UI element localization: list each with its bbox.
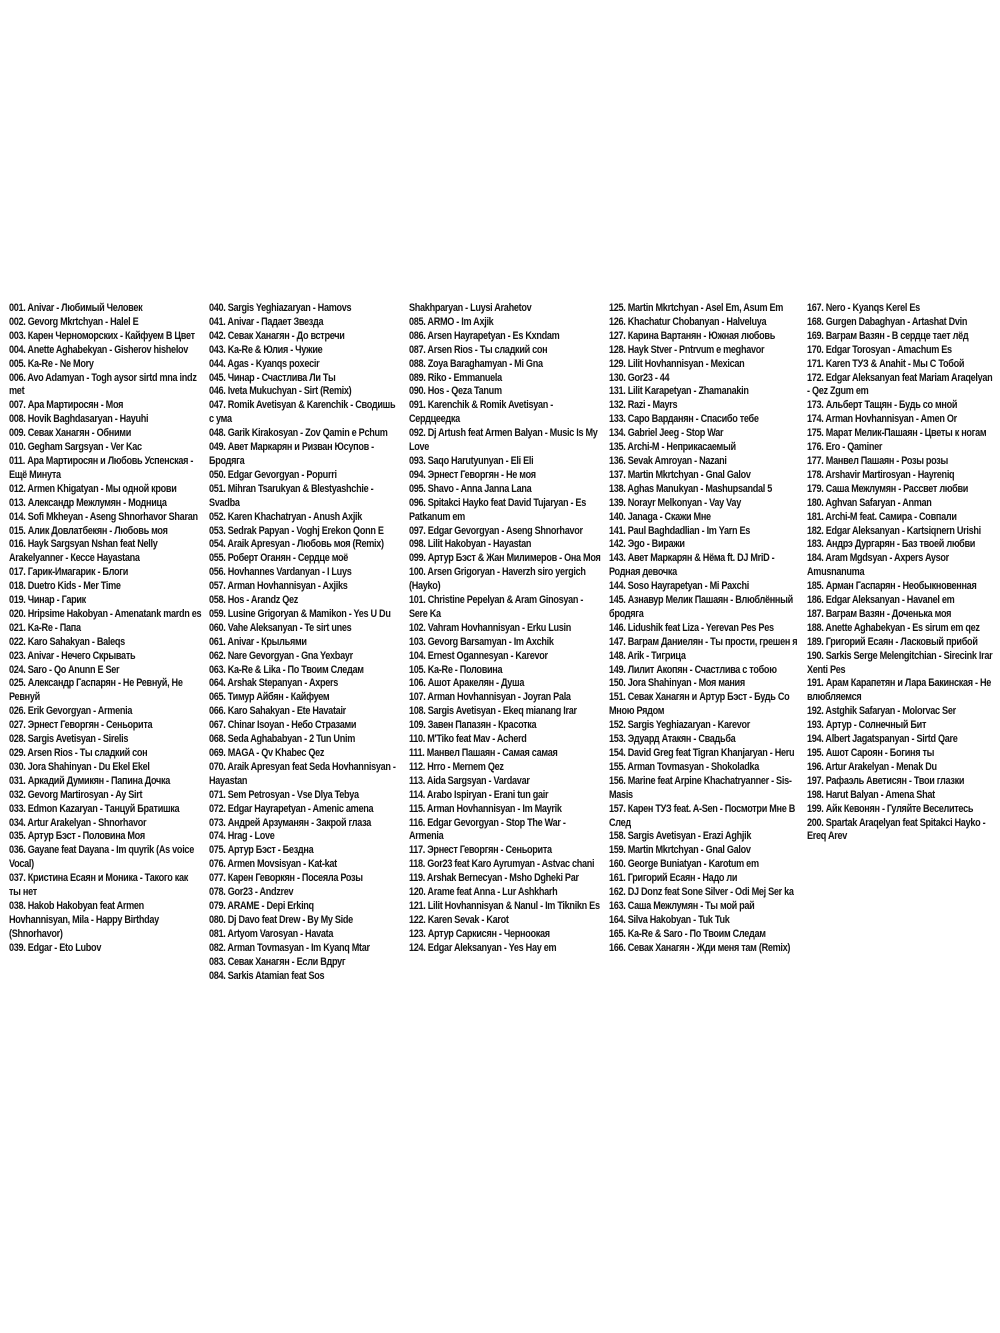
track-entry: 036. Gayane feat Dayana - Im quyrik (As voice Vocal) (9, 844, 194, 871)
track-entry: 105. Ka-Re - Половина (409, 663, 503, 676)
track-entry: 032. Gevorg Martirosyan - Ay Sirt (9, 788, 143, 801)
track-entry: 078. Gor23 - Andzrev (209, 886, 294, 899)
track-entry: 015. Алик Довлатбекян - Любовь моя (9, 524, 168, 537)
track-entry: 013. Александр Межлумян - Модница (9, 496, 167, 509)
track-entry: 191. Арам Карапетян и Лара Бакинская - Не влюбляемся (807, 677, 992, 704)
track-entry: 044. Agas - Kyanqs poxecir (209, 357, 320, 370)
track-entry: 114. Arabo Ispiryan - Erani tun gair (409, 788, 549, 801)
track-entry: 155. Arman Tovmasyan - Shokoladka (609, 760, 760, 773)
track-entry: 158. Sargis Avetisyan - Erazi Aghjik (609, 830, 752, 843)
track-entry: 016. Hayk Sargsyan Nshan feat Nelly Arakelyanner - Кессе Hayastana (9, 538, 158, 565)
track-entry: 171. Karen ТУЗ & Anahit - Мы С Тобой (807, 357, 965, 370)
track-entry: 190. Sarkis Serge Melengitchian - Sirecink Irar Xenti Pes (807, 649, 993, 676)
track-entry: 139. Norayr Melkonyan - Vay Vay (609, 496, 741, 509)
track-entry: 103. Gevorg Barsamyan - Im Axchik (409, 635, 554, 648)
track-entry: 053. Sedrak Papyan - Voghj Erekon Qonn E (209, 524, 384, 537)
track-entry: 043. Ka-Re & Юлия - Чужие (209, 343, 323, 356)
track-entry: 028. Sargis Avetisyan - Sirelis (9, 733, 129, 746)
track-entry: 136. Sevak Amroyan - Nazani (609, 454, 727, 467)
track-entry: 140. Janaga - Скажи Мне (609, 510, 711, 523)
track-entry: 029. Arsen Rios - Ты сладкий сон (9, 747, 148, 759)
track-entry: 093. Saqo Harutyunyan - Eli Eli (409, 454, 534, 467)
track-entry: 068. Seda Aghababyan - 2 Tun Unim (209, 733, 355, 746)
track-column-1 (9, 302, 201, 956)
track-entry: 086. Arsen Hayrapetyan - Es Kxndam (409, 329, 560, 342)
track-entry: 098. Lilit Hakobyan - Hayastan (409, 538, 532, 551)
track-entry: 152. Sargis Yeghiazaryan - Karevor (609, 719, 751, 732)
track-entry: 184. Aram Mgdsyan - Axpers Aysor Amusnanuma (807, 552, 949, 579)
track-entry: 003. Карен Черноморских - Кайфуем В Цвет (9, 329, 195, 342)
track-entry: 165. Ka-Re & Saro - По Твоим Следам (609, 927, 766, 940)
track-entry: 179. Саша Межлумян - Рассвет любви (807, 482, 969, 495)
track-entry: 104. Ernest Ogannesyan - Karevor (409, 649, 548, 662)
track-entry: 080. Dj Davo feat Drew - By My Side (209, 913, 353, 926)
track-entry: 128. Hayk Stver - Pntrvum e meghavor (609, 343, 765, 356)
track-entry: 085. ARMO - Im Axjik (409, 315, 494, 328)
track-entry: 041. Anivar - Падает Звезда (209, 315, 324, 328)
track-entry: 111. Манвел Пашаян - Самая самая (409, 747, 558, 759)
track-entry: 083. Севак Ханагян - Если Вдруг (209, 955, 346, 968)
track-entry: 197. Рафаэль Аветисян - Твои глазки (807, 774, 965, 787)
track-entry: 005. Ka-Re - Ne Mory (9, 357, 94, 370)
track-entry: 185. Арман Гаспарян - Необыкновенная (807, 580, 977, 593)
track-entry: 090. Hos - Qeza Tanum (409, 385, 502, 398)
track-column-2 (209, 302, 401, 983)
track-entry: 060. Vahe Aleksanyan - Te sirt unes (209, 621, 352, 634)
track-entry: 056. Hovhannes Vardanyan - I Luys (209, 566, 352, 579)
track-entry: 175. Марат Мелик-Пашаян - Цветы к ногам (807, 427, 987, 440)
track-entry: 117. Эрнест Геворгян - Сеньорита (409, 844, 552, 857)
track-entry: 010. Gegham Sargsyan - Ver Kac (9, 441, 142, 454)
track-entry: 160. George Buniatyan - Karotum em (609, 858, 759, 871)
track-entry: 077. Карен Геворкян - Посеяла Розы (209, 872, 363, 885)
track-entry: 091. Karenchik & Romik Avetisyan - Сердцеедка (409, 399, 554, 426)
track-entry: 200. Spartak Araqelyan feat Spitakci Hayko - Ereq Arev (807, 816, 986, 843)
track-entry: 019. Чинар - Гарик (9, 594, 86, 607)
track-entry: 038. Hakob Hakobyan feat Armen Hovhannisyan, Mila - Happy Birthday (Shnorhavor) (9, 899, 159, 940)
track-entry: 119. Arshak Bernecyan - Msho Dgheki Par (409, 872, 579, 885)
track-entry: 163. Саша Межлумян - Ты мой рай (609, 899, 755, 912)
track-entry: 193. Артур - Солнечный Бит (807, 719, 927, 732)
track-entry: 040. Sargis Yeghiazaryan - Hamovs (209, 302, 352, 314)
track-entry: 011. Ара Мартиросян и Любовь Успенская - Ещё Минута (9, 454, 194, 481)
track-entry: 034. Artur Arakelyan - Shnorhavor (9, 816, 147, 829)
track-entry: 006. Avo Adamyan - Togh aysor sirtd mna indz met (9, 371, 197, 398)
track-entry: 121. Lilit Hovhannisyan & Nanul - Im Tiknikn Es (409, 899, 600, 912)
track-entry: 151. Севак Ханагян и Артур Бэст - Будь Со Мною Рядом (609, 691, 790, 718)
track-entry: 135. Archi-M - Неприкасаемый (609, 441, 736, 454)
track-entry: 069. MAGA - Qv Khabec Qez (209, 747, 325, 759)
track-entry: 023. Anivar - Нечего Скрывать (9, 649, 136, 662)
track-entry: 125. Martin Mkrtchyan - Asel Em, Asum Em (609, 302, 784, 314)
track-entry: 030. Jora Shahinyan - Du Ekel Ekel (9, 760, 150, 773)
track-entry: 195. Ашот Сароян - Богиня ты (807, 747, 935, 759)
track-entry: 100. Arsen Grigoryan - Haverzh siro yergich (Hayko) (409, 566, 586, 593)
track-entry: 084. Sarkis Atamian feat Sos (209, 969, 325, 982)
track-entry: 025. Александр Гаспарян - Не Ревнуй, Не Ревнуй (9, 677, 183, 704)
track-entry: 108. Sargis Avetisyan - Ekeq mianang Irar (409, 705, 577, 718)
track-entry: 107. Arman Hovhannisyan - Joyran Pala (409, 691, 571, 704)
track-entry: 118. Gor23 feat Karo Ayrumyan - Astvac chani (409, 858, 595, 871)
track-entry: 024. Saro - Qo Anunn E Ser (9, 663, 120, 676)
track-entry: 088. Zoya Baraghamyan - Mi Gna (409, 357, 543, 370)
track-column-3 (409, 302, 601, 956)
track-entry: 181. Archi-M feat. Самира - Совпали (807, 510, 957, 523)
track-entry: 047. Romik Avetisyan & Karenchik - Сводишь с ума (209, 399, 396, 426)
track-entry: 063. Ka-Re & Lika - По Твоим Следам (209, 663, 364, 676)
track-entry: 166. Севак Ханагян - Жди меня там (Remix) (609, 941, 791, 954)
track-entry: 095. Shavo - Anna Janna Lana (409, 482, 532, 495)
track-entry: 092. Dj Artush feat Armen Balyan - Music Is My Love (409, 427, 598, 454)
track-entry: 026. Erik Gevorgyan - Armenia (9, 705, 133, 718)
track-entry: 089. Riko - Emmanuela (409, 371, 502, 384)
track-entry: 017. Гарик-Имагарик - Блоги (9, 566, 129, 579)
track-entry: 132. Razi - Mayrs (609, 399, 678, 412)
track-entry: 116. Edgar Gevorgyan - Stop The War - Armenia (409, 816, 566, 843)
track-entry: 138. Aghas Manukyan - Mashupsandal 5 (609, 482, 772, 495)
track-entry: 147. Ваграм Даниелян - Ты прости, грешен я (609, 635, 798, 648)
track-entry: 073. Андрей Арзуманян - Закрой глаза (209, 816, 372, 829)
track-entry: 082. Arman Tovmasyan - Im Kyanq Mtar (209, 941, 370, 954)
track-entry: 133. Саро Варданян - Спасибо тебе (609, 413, 759, 426)
track-entry: 064. Arshak Stepanyan - Axpers (209, 677, 339, 690)
track-entry: 037. Кристина Есаян и Моника - Такого как ты нет (9, 872, 189, 899)
track-entry: 142. Эgo - Виражи (609, 538, 685, 551)
track-entry: 144. Soso Hayrapetyan - Mi Paxchi (609, 580, 749, 593)
track-entry: 130. Gor23 - 44 (609, 371, 670, 384)
track-entry: 173. Альберт Тащян - Будь со мной (807, 399, 958, 412)
track-entry: 094. Эрнест Геворгян - Не моя (409, 468, 536, 481)
track-entry: 174. Arman Hovhannisyan - Amen Or (807, 413, 957, 426)
track-entry: 124. Edgar Aleksanyan - Yes Hay em (409, 941, 557, 954)
track-entry: 075. Артур Бэст - Бездна (209, 844, 314, 857)
track-entry: 102. Vahram Hovhannisyan - Erku Lusin (409, 621, 572, 634)
track-entry: 049. Авет Маркарян и Ризван Юсупов - Бродяга (209, 441, 374, 467)
track-entry: 169. Ваграм Вазян - В сердце тает лёд (807, 329, 969, 342)
track-entry: 177. Манвел Пашаян - Розы розы (807, 454, 949, 467)
track-entry: 014. Sofi Mkheyan - Aseng Shnorhavor Sharan (9, 510, 198, 523)
track-entry: 076. Armen Movsisyan - Kat-kat (209, 858, 337, 871)
track-entry: 057. Arman Hovhannisyan - Axjiks (209, 580, 348, 593)
track-entry: 059. Lusine Grigoryan & Mamikon - Yes U Du (209, 607, 391, 620)
track-entry: 087. Arsen Rios - Ты сладкий сон (409, 343, 548, 356)
track-entry: 129. Lilit Hovhannisyan - Mexican (609, 357, 745, 370)
track-entry: 170. Edgar Torosyan - Amachum Es (807, 343, 952, 356)
track-entry: 070. Araik Apresyan feat Seda Hovhannisyan - Hayastan (209, 760, 396, 787)
track-entry: 131. Lilit Karapetyan - Zhamanakin (609, 385, 749, 398)
track-entry: 046. Iveta Mukuchyan - Sirt (Remix) (209, 385, 352, 398)
track-entry: 153. Эдуард Атакян - Свадьба (609, 733, 736, 746)
track-entry: 099. Артур Бэст & Жан Милимеров - Она Моя (409, 552, 601, 565)
track-entry: 020. Hripsime Hakobyan - Amenatank mardn es (9, 607, 202, 620)
track-entry: 096. Spitakci Hayko feat David Tujaryan - Es Patkanum em (409, 496, 586, 523)
track-entry: 071. Sem Petrosyan - Vse Dlya Tebya (209, 788, 359, 801)
track-entry: 141. Paul Baghdadlian - Im Yarn Es (609, 524, 750, 537)
track-entry: 042. Севак Ханагян - До встречи (209, 329, 345, 342)
track-entry: 146. Lidushik feat Liza - Yerevan Pes Pes (609, 621, 774, 634)
track-entry: 012. Armen Khigatyan - Мы одной крови (9, 482, 177, 495)
track-entry: 065. Тимур Айбян - Кайфуем (209, 691, 330, 704)
track-entry: 187. Ваграм Вазян - Доченька моя (807, 607, 952, 620)
track-entry: 054. Araik Apresyan - Любовь моя (Remix) (209, 538, 384, 551)
track-column-5 (807, 302, 995, 844)
track-entry: 176. Ero - Qaminer (807, 441, 883, 454)
track-entry: 007. Ара Мартиросян - Моя (9, 399, 124, 412)
track-entry: 055. Роберт Оганян - Сердце моё (209, 552, 349, 565)
track-entry: 101. Christine Pepelyan & Aram Ginosyan - Sere Ka (409, 594, 584, 620)
track-column-4 (609, 302, 801, 956)
track-entry: 123. Артур Саркисян - Черноокая (409, 927, 550, 940)
track-entry: 081. Artyom Varosyan - Havata (209, 927, 334, 940)
track-entry: 161. Григорий Есаян - Надо ли (609, 872, 738, 885)
track-entry: 167. Nero - Kyanqs Kerel Es (807, 302, 920, 314)
track-entry: Shakhparyan - Luysi Arahetov (409, 302, 532, 314)
track-entry: 188. Anette Aghabekyan - Es sirum em qez (807, 621, 980, 634)
track-entry: 183. Андрэ Дургарян - Баз твоей любви (807, 538, 976, 551)
track-entry: 159. Martin Mkrtchyan - Gnal Galov (609, 844, 751, 857)
track-entry: 149. Лилит Акопян - Счастлива с тобою (609, 663, 777, 676)
track-entry: 157. Карен ТУЗ feat. A-Sen - Посмотри Мне В След (609, 802, 795, 829)
track-entry: 192. Astghik Safaryan - Molorvac Ser (807, 705, 956, 718)
track-entry: 050. Edgar Gevorgyan - Popurri (209, 468, 337, 481)
track-entry: 061. Anivar - Крыльями (209, 635, 307, 648)
track-entry: 196. Artur Arakelyan - Menak Du (807, 760, 937, 773)
track-entry: 074. Hrag - Love (209, 830, 275, 843)
track-entry: 168. Gurgen Dabaghyan - Artashat Dvin (807, 315, 968, 328)
track-entry: 001. Anivar - Любимый Человек (9, 302, 143, 314)
track-entry: 045. Чинар - Счастлива Ли Ты (209, 371, 336, 384)
track-entry: 194. Albert Jagatspanyan - Sirtd Qare (807, 733, 958, 746)
track-entry: 113. Aida Sargsyan - Vardavar (409, 774, 530, 787)
track-entry: 110. M'Tiko feat Mav - Acherd (409, 733, 527, 746)
track-entry: 027. Эрнест Геворгян - Сеньорита (9, 719, 153, 732)
track-entry: 008. Hovik Baghdasaryan - Hayuhi (9, 413, 149, 426)
track-entry: 021. Ka-Re - Папа (9, 621, 81, 634)
track-entry: 066. Karo Sahakyan - Ete Havatair (209, 705, 346, 718)
track-entry: 137. Martin Mkrtchyan - Gnal Galov (609, 468, 751, 481)
track-entry: 004. Anette Aghabekyan - Gisherov hishelov (9, 343, 189, 356)
track-entry: 035. Артур Бэст - Половина Моя (9, 830, 145, 843)
track-entry: 120. Arame feat Anna - Lur Ashkharh (409, 886, 558, 899)
track-entry: 182. Edgar Aleksanyan - Kartsiqnern Urishi (807, 524, 981, 537)
track-entry: 186. Edgar Aleksanyan - Havanel em (807, 594, 955, 607)
track-entry: 052. Karen Khachatryan - Anush Axjik (209, 510, 363, 523)
track-entry: 058. Hos - Arandz Qez (209, 594, 299, 607)
track-entry: 162. DJ Donz feat Sone Silver - Odi Mej Ser ka (609, 886, 794, 899)
track-list (9, 302, 995, 1062)
track-entry: 072. Edgar Hayrapetyan - Amenic amena (209, 802, 374, 815)
track-entry: 112. Hrro - Mernem Qez (409, 760, 504, 773)
track-entry: 009. Севак Ханагян - Обними (9, 427, 132, 440)
track-entry: 002. Gevorg Mkrtchyan - Halel E (9, 315, 139, 328)
track-entry: 033. Edmon Kazaryan - Танцуй Братишка (9, 802, 180, 815)
track-entry: 051. Mihran Tsarukyan & Blestyashchie - Svadba (209, 482, 374, 509)
track-entry: 031. Аркадий Думикян - Папина Дочка (9, 774, 171, 787)
track-entry: 145. Азнавур Мелик Пашаян - Влюблённый бродяга (609, 594, 793, 620)
track-entry: 022. Karo Sahakyan - Baleqs (9, 635, 125, 648)
track-entry: 018. Duetro Kids - Mer Time (9, 580, 121, 593)
track-entry: 048. Garik Kirakosyan - Zov Qamin e Pchum (209, 427, 388, 440)
track-entry: 134. Gabriel Jeeg - Stop War (609, 427, 724, 440)
track-entry: 148. Arik - Тигрица (609, 649, 686, 662)
track-entry: 154. David Greg feat Tigran Khanjaryan - Heru (609, 747, 795, 759)
track-entry: 097. Edgar Gevorgyan - Aseng Shnorhavor (409, 524, 583, 537)
track-entry: 039. Edgar - Eto Lubov (9, 941, 102, 954)
track-entry: 180. Aghvan Safaryan - Anman (807, 496, 932, 509)
track-entry: 127. Карина Вартанян - Южная любовь (609, 329, 776, 342)
track-entry: 189. Григорий Есаян - Ласковый прибой (807, 635, 978, 648)
track-entry: 172. Edgar Aleksanyan feat Mariam Araqelyan - Qez Zgum em (807, 371, 993, 398)
track-entry: 126. Khachatur Chobanyan - Halveluya (609, 315, 767, 328)
track-entry: 150. Jora Shahinyan - Моя мания (609, 677, 745, 690)
track-entry: 156. Marine feat Arpine Khachatryanner - Sis-Masis (609, 774, 792, 801)
track-entry: 106. Ашот Аракелян - Душа (409, 677, 525, 690)
track-entry: 079. ARAME - Depi Erkinq (209, 899, 314, 912)
track-entry: 199. Айк Кевонян - Гуляйте Веселитесь (807, 802, 974, 815)
track-entry: 178. Arshavir Martirosyan - Hayreniq (807, 468, 955, 481)
track-entry: 067. Chinar Isoyan - Небо Стразами (209, 719, 357, 732)
track-entry: 164. Silva Hakobyan - Tuk Tuk (609, 913, 730, 926)
track-entry: 143. Авет Маркарян & Нёма ft. DJ MriD - Родная девочка (609, 552, 775, 579)
track-entry: 062. Nare Gevorgyan - Gna Yexbayr (209, 649, 353, 662)
track-entry: 122. Karen Sevak - Karot (409, 913, 509, 926)
track-entry: 109. Завен Папазян - Красотка (409, 719, 537, 732)
track-entry: 115. Arman Hovhannisyan - Im Mayrik (409, 802, 562, 815)
track-entry: 198. Harut Balyan - Amena Shat (807, 788, 935, 801)
